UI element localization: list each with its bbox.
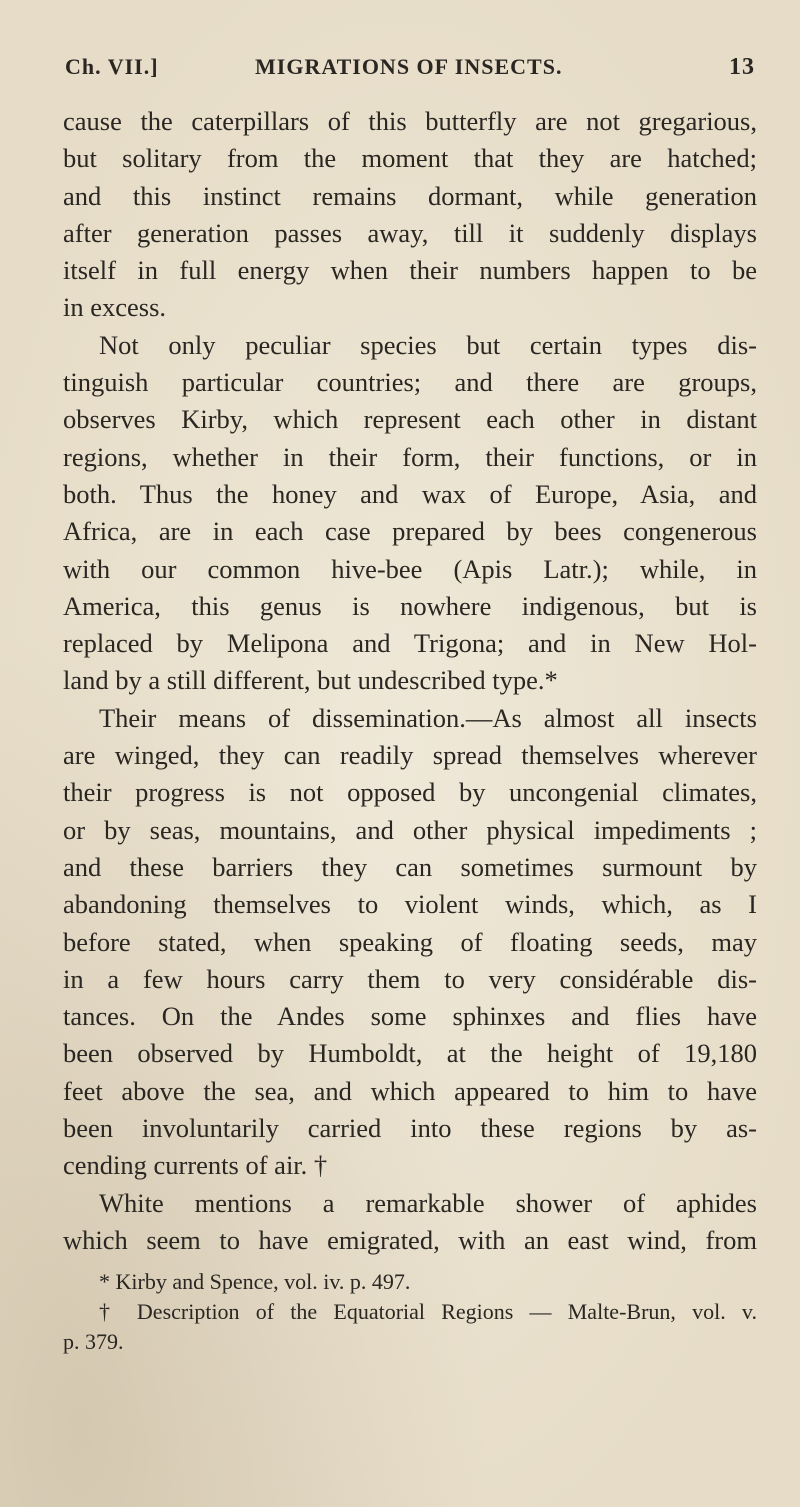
footnote-continuation: p. 379. <box>63 1329 124 1354</box>
text-line: abandoning themselves to violent winds, which, as I <box>63 889 757 920</box>
paragraph-start-line: Not only peculiar species but certain types dis- <box>99 329 757 360</box>
text-line: which seem to have emigrated, with an east wind, from <box>63 1224 757 1255</box>
text-line: Africa, are in each case prepared by bees congenerous <box>63 516 757 547</box>
text-line: their progress is not opposed by uncongenial climates, <box>63 777 757 808</box>
text-line: been observed by Humboldt, at the height of 19,180 <box>63 1038 757 1069</box>
text-line: after generation passes away, till it suddenly displays <box>63 217 757 248</box>
text-line: with our common hive-bee (Apis Latr.); while, in <box>63 553 757 584</box>
text-line: tances. On the Andes some sphinxes and flies have <box>63 1001 757 1032</box>
text-line: cause the caterpillars of this butterfly are not gregarious, <box>63 106 757 136</box>
text-line: observes Kirby, which represent each other in distant <box>63 404 757 435</box>
text-line: and these barriers they can sometimes surmount by <box>63 851 757 882</box>
page-number: 13 <box>729 54 755 80</box>
text-line: but solitary from the moment that they are hatched; <box>63 143 757 174</box>
text-line: replaced by Melipona and Trigona; and in New Hol- <box>63 628 757 659</box>
section-heading-line: Their means of dissemination.—As almost all insects <box>99 702 757 733</box>
text-line: in a few hours carry them to very considérable dis- <box>63 963 757 994</box>
text-line: are winged, they can readily spread themselves wherever <box>63 740 757 771</box>
text-line: been involuntarily carried into these regions by as- <box>63 1113 757 1144</box>
footnote: * Kirby and Spence, vol. iv. p. 497. <box>99 1269 411 1294</box>
text-line: tinguish particular countries; and there are groups, <box>63 367 757 398</box>
text-line: both. Thus the honey and wax of Europe, Asia, and <box>63 478 757 509</box>
text-line: or by seas, mountains, and other physical impediments ; <box>63 814 757 845</box>
text-line: in excess. <box>63 292 167 323</box>
paragraph-start-line: White mentions a remarkable shower of aphides <box>99 1187 757 1218</box>
text-line: cending currents of air. † <box>63 1150 328 1181</box>
text-line: and this instinct remains dormant, while generation <box>63 180 757 211</box>
text-line: America, this genus is nowhere indigenous, but is <box>63 590 757 621</box>
body-text <box>63 103 757 1259</box>
text-line: feet above the sea, and which appeared to him to have <box>63 1075 757 1106</box>
footnotes <box>63 1267 757 1357</box>
running-title: MIGRATIONS OF INSECTS. <box>255 54 563 79</box>
text-line: land by a still different, but undescribed type.* <box>63 665 558 696</box>
running-header <box>65 54 755 90</box>
text-line: regions, whether in their form, their functions, or in <box>63 441 757 472</box>
text-line: before stated, when speaking of floating seeds, may <box>63 926 757 957</box>
footnote: † Description of the Equatorial Regions — Malte-Brun, vol. v. <box>99 1299 757 1324</box>
text-line: itself in full energy when their numbers happen to be <box>63 255 757 286</box>
chapter-label: Ch. VII.] <box>65 54 159 79</box>
